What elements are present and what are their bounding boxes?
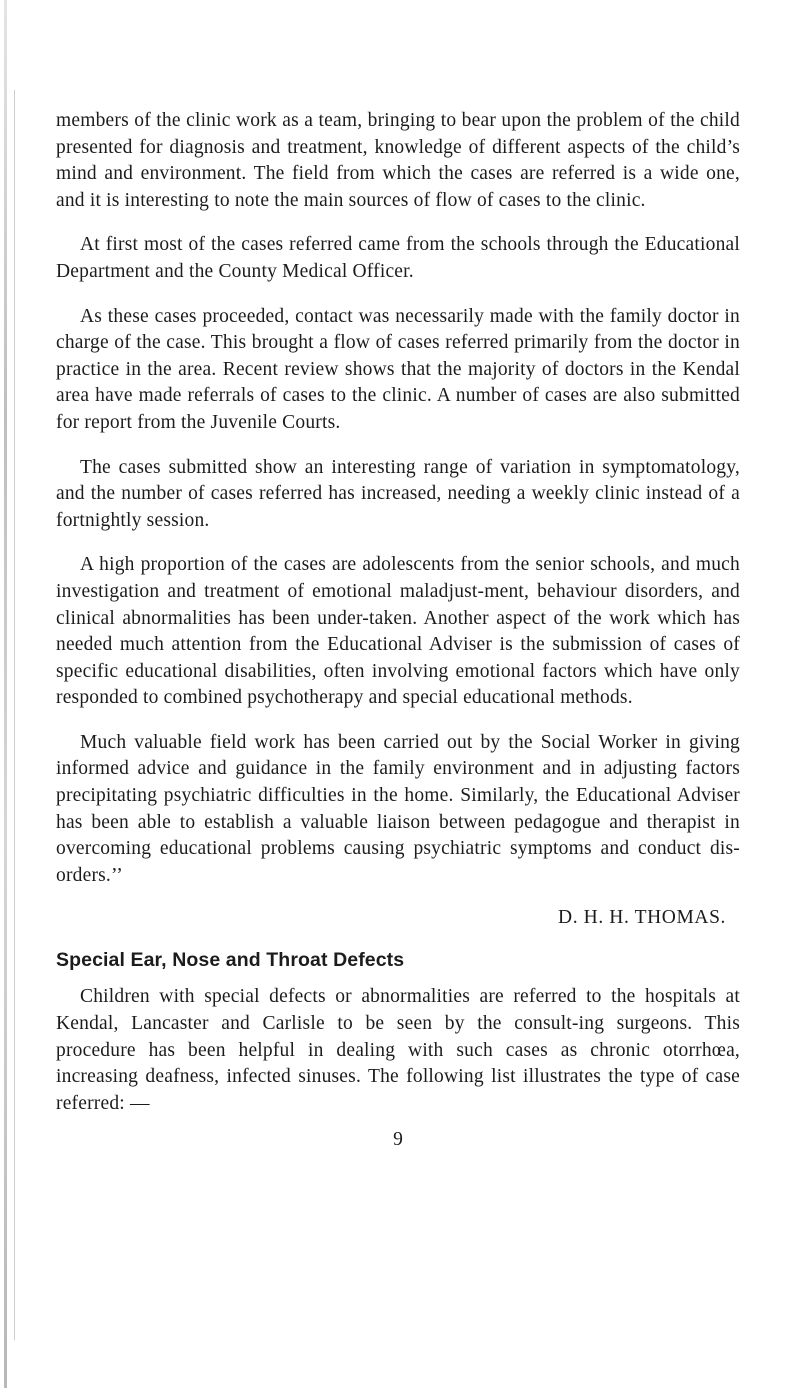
paragraph: As these cases proceeded, contact was necessarily made with the family doctor in charge of the case. This brought a flow of cases referred primarily from the doctor in practice in the area. Recent review shows that the majority of doctors in the Kendal area have made referrals of cases to the clinic. A number of cases are also submitted for report from the Juvenile Courts. (56, 305, 740, 433)
paragraph: At first most of the cases referred came from the schools through the Educational Department and the County Medical Officer. (56, 234, 740, 282)
section-paragraph: Children with special defects or abnormalities are referred to the hospitals at Kendal, Lancaster and Carlisle to be seen by the consult-ing surgeons. This procedure has been helpful in dealing with such cases as chronic otorrhœa, increasing deafness, infected sinuses. The following list illustrates the type of case referred: — (56, 986, 740, 1114)
paragraph: members of the clinic work as a team, bringing to bear upon the problem of the child presented for diagnosis and treatment, knowledge of different aspects of the child’s mind and environment. The field from which the cases are referred is a wide one, and it is interesting to note the main sources of flow of cases to the clinic. (56, 110, 740, 211)
paragraph: Much valuable field work has been carried out by the Social Worker in giving informed advice and guidance in the family environment and in adjusting factors precipitating psychiatric difficulties in the home. Similarly, the Educational Adviser has been able to establish a valuable liaison between pedagogue and therapist in overcoming educational problems causing psychiatric symptoms and conduct dis-orders.’’ (56, 731, 740, 886)
paragraph: The cases submitted show an interesting range of variation in symptomatology, and the number of cases referred has increased, needing a weekly clinic instead of a fortnightly session. (56, 456, 740, 531)
binding-edge (4, 0, 7, 1388)
section-heading: Special Ear, Nose and Throat Defects (56, 949, 405, 972)
paragraph: A high proportion of the cases are adolescents from the senior schools, and much investigation and treatment of emotional maladjust-ment, behaviour disorders, and clinical abnormalities has been under-taken. Another aspect of the work which has needed much attention from the Educational Adviser is the submission of cases of specific educational disabilities, often involving emotional factors which have only responded to combined psychotherapy and special educational methods. (56, 554, 740, 709)
page-body (56, 108, 740, 1151)
binding-line (14, 90, 15, 1340)
author-signature: D. H. H. THOMAS. (558, 907, 726, 929)
page-number: 9 (393, 1129, 403, 1151)
